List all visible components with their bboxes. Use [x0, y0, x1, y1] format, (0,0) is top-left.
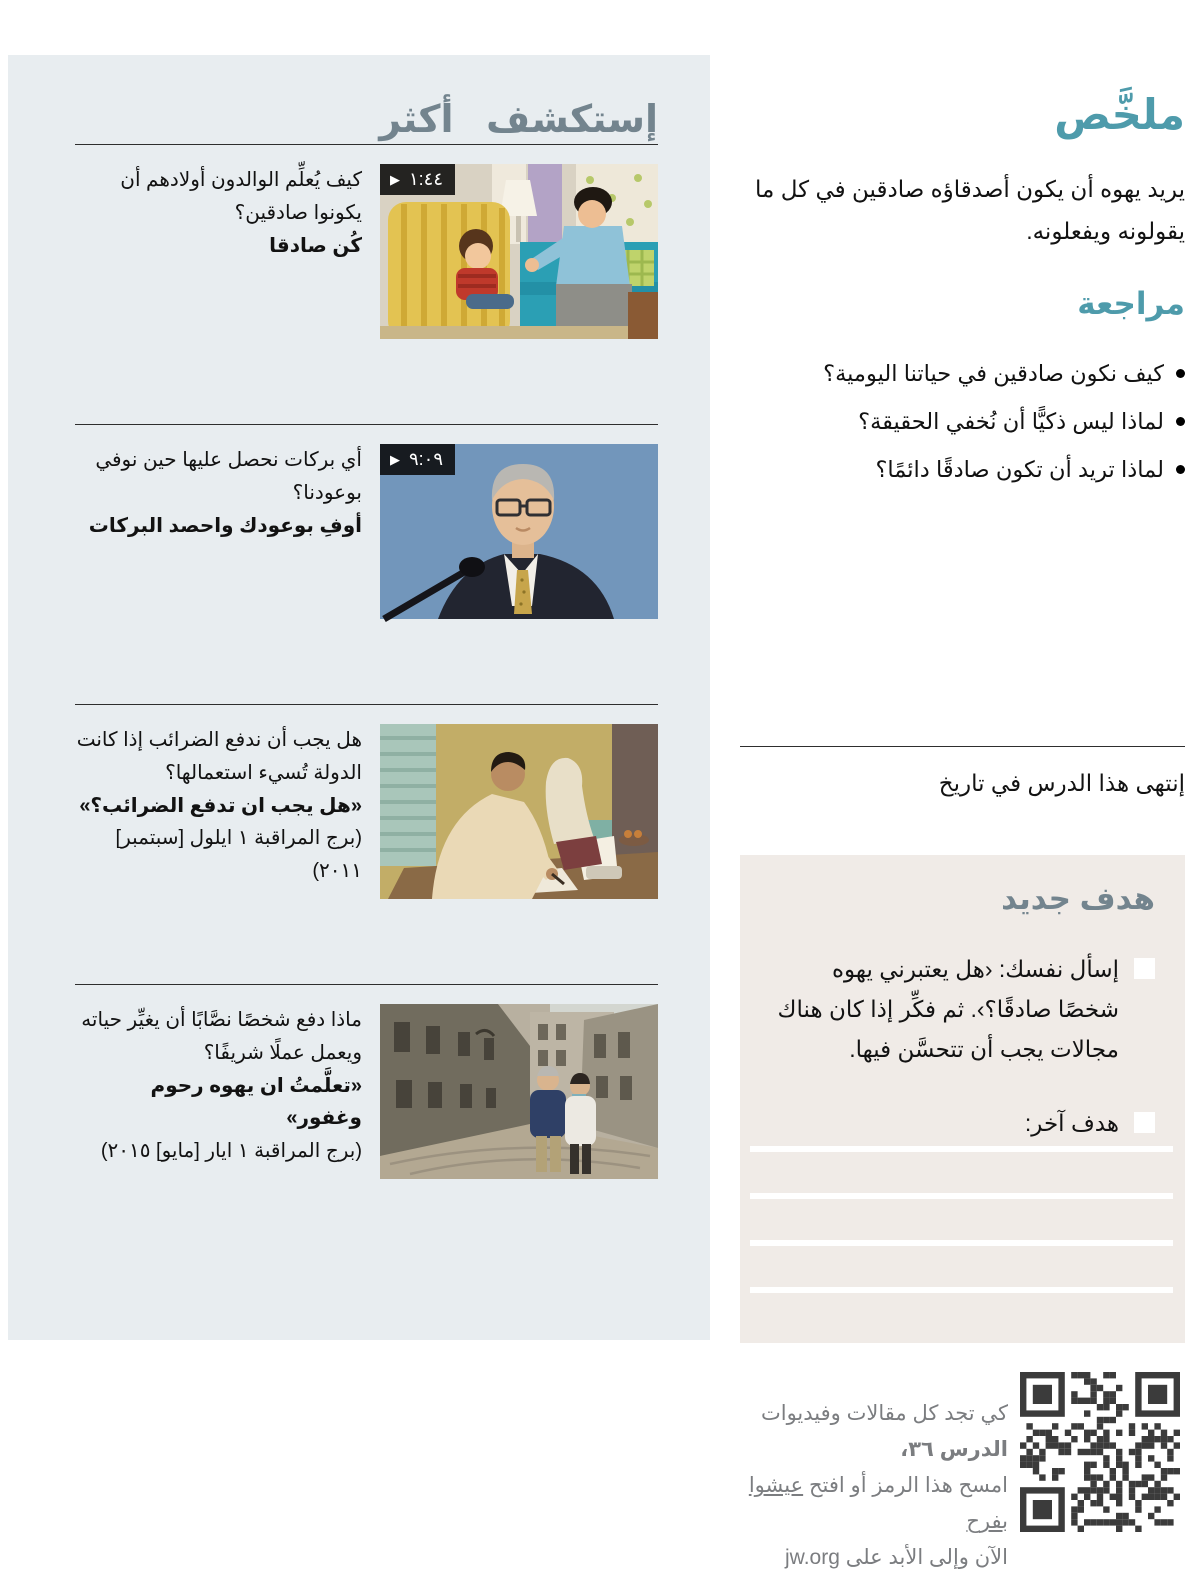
explore-item-article-taxes: [75, 704, 658, 984]
publication-title: عيشوا بفرح: [748, 1474, 1008, 1534]
bullet-icon: [1176, 465, 1185, 474]
item-question: أي بركات نحصل عليها حين نوفي بوعودنا؟: [95, 449, 362, 504]
goal-checkbox[interactable]: [1134, 958, 1155, 979]
footer-qr-section: [740, 1372, 1180, 1577]
explore-more-panel: [8, 55, 710, 1340]
video-duration-badge: [380, 164, 455, 195]
item-question: هل يجب أن ندفع الضرائب إذا كانت الدولة تُسيء استعمالها؟: [76, 729, 362, 784]
item-question: ماذا دفع شخصًا نصَّابًا أن يغيِّر حياته ويعمل عملًا شريفًا؟: [81, 1009, 362, 1064]
item-title-link[interactable]: أوفِ بوعودك واحصد البركات: [88, 514, 362, 537]
review-question-list: [740, 350, 1185, 494]
review-question-text: كيف نكون صادقين في حياتنا اليومية؟: [823, 361, 1164, 386]
article-thumbnail-changed-life[interactable]: [380, 1004, 658, 1179]
couple-writing-illustration: [380, 724, 658, 899]
summary-heading: ملخَّص: [1054, 91, 1185, 138]
goal-text: إسأل نفسك: ‹هل يعتبرني يهوه شخصًا صادقًا؟›. ثم فكِّر إذا كان هناك مجالات يجب أن تتحسَّن فيها.: [777, 956, 1119, 1063]
review-question-text: لماذا ليس ذكيًّا أن نُخفي الحقيقة؟: [858, 409, 1164, 434]
new-goal-box: [740, 855, 1185, 1343]
item-title-link[interactable]: كُن صادقا: [269, 234, 362, 257]
video-duration: ٩:٠٩: [409, 449, 444, 469]
review-heading: مراجعة: [1077, 286, 1185, 321]
writing-line: [750, 1287, 1173, 1293]
writing-line: [750, 1146, 1173, 1152]
bullet-icon: [1176, 369, 1185, 378]
section-divider: [740, 746, 1185, 747]
goal-text: هدف آخر:: [1024, 1110, 1119, 1137]
review-question: [740, 398, 1185, 446]
couple-walking-street-illustration: [380, 1004, 658, 1179]
review-question: [740, 446, 1185, 494]
item-question: كيف يُعلِّم الوالدون أولادهم أن يكونوا صادقين؟: [120, 169, 362, 224]
goal-item: [770, 1103, 1155, 1143]
video-duration: ١:٤٤: [409, 169, 444, 189]
item-citation: (برج المراقبة ١ ايلول [سبتمبر] ٢٠١١): [115, 827, 362, 883]
goal-item: [770, 949, 1155, 1069]
writing-line: [750, 1193, 1173, 1199]
lesson-completed-label: إنتهى هذا الدرس في تاريخ: [938, 770, 1185, 796]
lesson-summary-column: [740, 0, 1185, 1570]
review-question: [740, 350, 1185, 398]
review-question-text: لماذا تريد أن تكون صادقًا دائمًا؟: [875, 457, 1164, 482]
explore-more-title: إستكشف أكثر: [379, 99, 658, 141]
play-icon: ▶: [390, 452, 400, 467]
writing-line: [750, 1240, 1173, 1246]
bullet-icon: [1176, 417, 1185, 426]
video-thumbnail-keep-promises[interactable]: [380, 444, 658, 619]
item-citation: (برج المراقبة ١ ايار [مايو] ٢٠١٥): [100, 1140, 362, 1163]
explore-item-article-changed-life: [75, 984, 658, 1264]
summary-text: يريد يهوه أن يكون أصدقاؤه صادقين في كل ما يقولونه ويفعلونه.: [754, 176, 1185, 245]
video-duration-badge: [380, 444, 455, 475]
article-thumbnail-taxes[interactable]: [380, 724, 658, 899]
footer-line-1: كي تجد كل مقالات وفيديوات الدرس ٣٦،: [760, 1402, 1008, 1462]
goal-checkbox[interactable]: [1134, 1112, 1155, 1133]
footer-note: [740, 1372, 1008, 1577]
new-goal-heading: هدف جديد: [1001, 881, 1155, 916]
lesson-number: الدرس ٣٦،: [900, 1438, 1008, 1462]
explore-item-video-keep-promises: [75, 424, 658, 704]
footer-line-3: الآن وإلى الأبد على jw.org: [785, 1546, 1008, 1570]
item-title-link[interactable]: «تعلَّمتُ ان يهوه رحوم وغفور»: [150, 1074, 362, 1130]
play-icon: ▶: [390, 172, 400, 187]
video-thumbnail-be-honest[interactable]: [380, 164, 658, 339]
explore-item-video-be-honest: [75, 144, 658, 424]
item-title-link[interactable]: «هل يجب ان تدفع الضرائب؟»: [79, 794, 362, 817]
footer-line-2: امسح هذا الرمز أو افتح عيشوا بفرح: [748, 1474, 1008, 1534]
qr-code: [1020, 1372, 1180, 1532]
